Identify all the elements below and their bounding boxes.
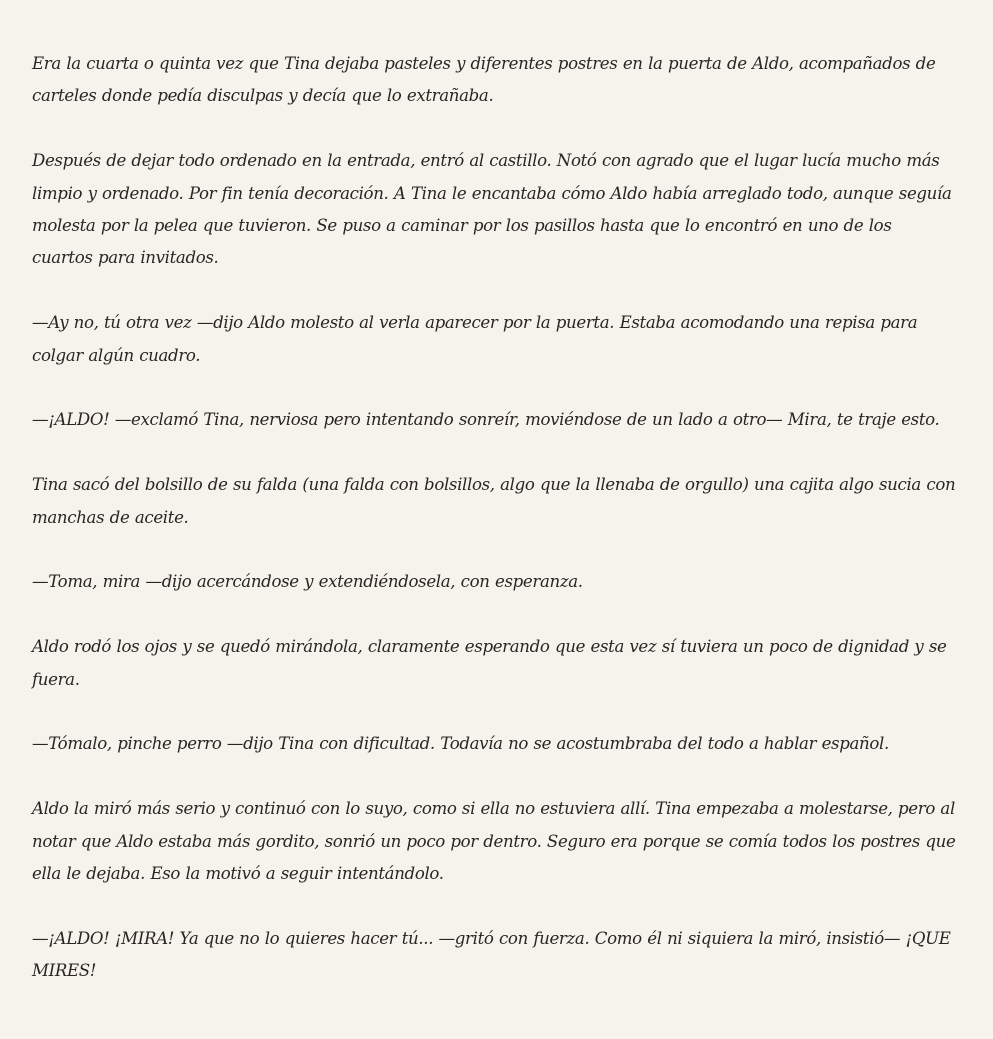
paragraph: Aldo rodó los ojos y se quedó mirándola, claramente esperando que esta vez sí tuviera un poco de dignidad y se fuera. — [32, 637, 947, 689]
paragraph: Aldo la miró más serio y continuó con lo suyo, como si ella no estuviera allí. Tina empezaba a molestarse, pero al notar que Aldo estaba más gordito, sonrió un poco por dentro. Seguro era porque se comía todos los postres que ella le dejaba. Eso la motivó a seguir intentándolo. — [32, 799, 956, 884]
paragraph: Tina sacó del bolsillo de su falda (una falda con bolsillos, algo que la llenaba de orgullo) una cajita algo sucia con manchas de aceite. — [32, 475, 956, 527]
story-text — [32, 48, 957, 988]
paragraph: —Tómalo, pinche perro —dijo Tina con dificultad. Todavía no se acostumbraba del todo a hablar español. — [32, 734, 889, 754]
paragraph: —Ay no, tú otra vez —dijo Aldo molesto al verla aparecer por la puerta. Estaba acomodando una repisa para colgar algún cuadro. — [32, 313, 918, 365]
paragraph: —¡ALDO! —exclamó Tina, nerviosa pero intentando sonreír, moviéndose de un lado a otro— Mira, te traje esto. — [32, 410, 940, 430]
paragraph: Era la cuarta o quinta vez que Tina dejaba pasteles y diferentes postres en la puerta de Aldo, acompañados de carteles donde pedía disculpas y decía que lo extrañaba. — [32, 54, 936, 106]
paragraph: —Toma, mira —dijo acercándose y extendiéndosela, con esperanza. — [32, 572, 583, 592]
paragraph: Después de dejar todo ordenado en la entrada, entró al castillo. Notó con agrado que el lugar lucía mucho más limpio y ordenado. Por fin tenía decoración. A Tina le encantaba cómo Aldo había arreglado todo, aunque seguía molesta por la pelea que tuvieron. Se puso a caminar por los pasillos hasta que lo encontró en uno de los cuartos para invitados. — [32, 151, 952, 268]
paragraph: —¡ALDO! ¡MIRA! Ya que no lo quieres hacer tú... —gritó con fuerza. Como él ni siquiera la miró, insistió— ¡QUE MIRES! — [32, 928, 951, 981]
